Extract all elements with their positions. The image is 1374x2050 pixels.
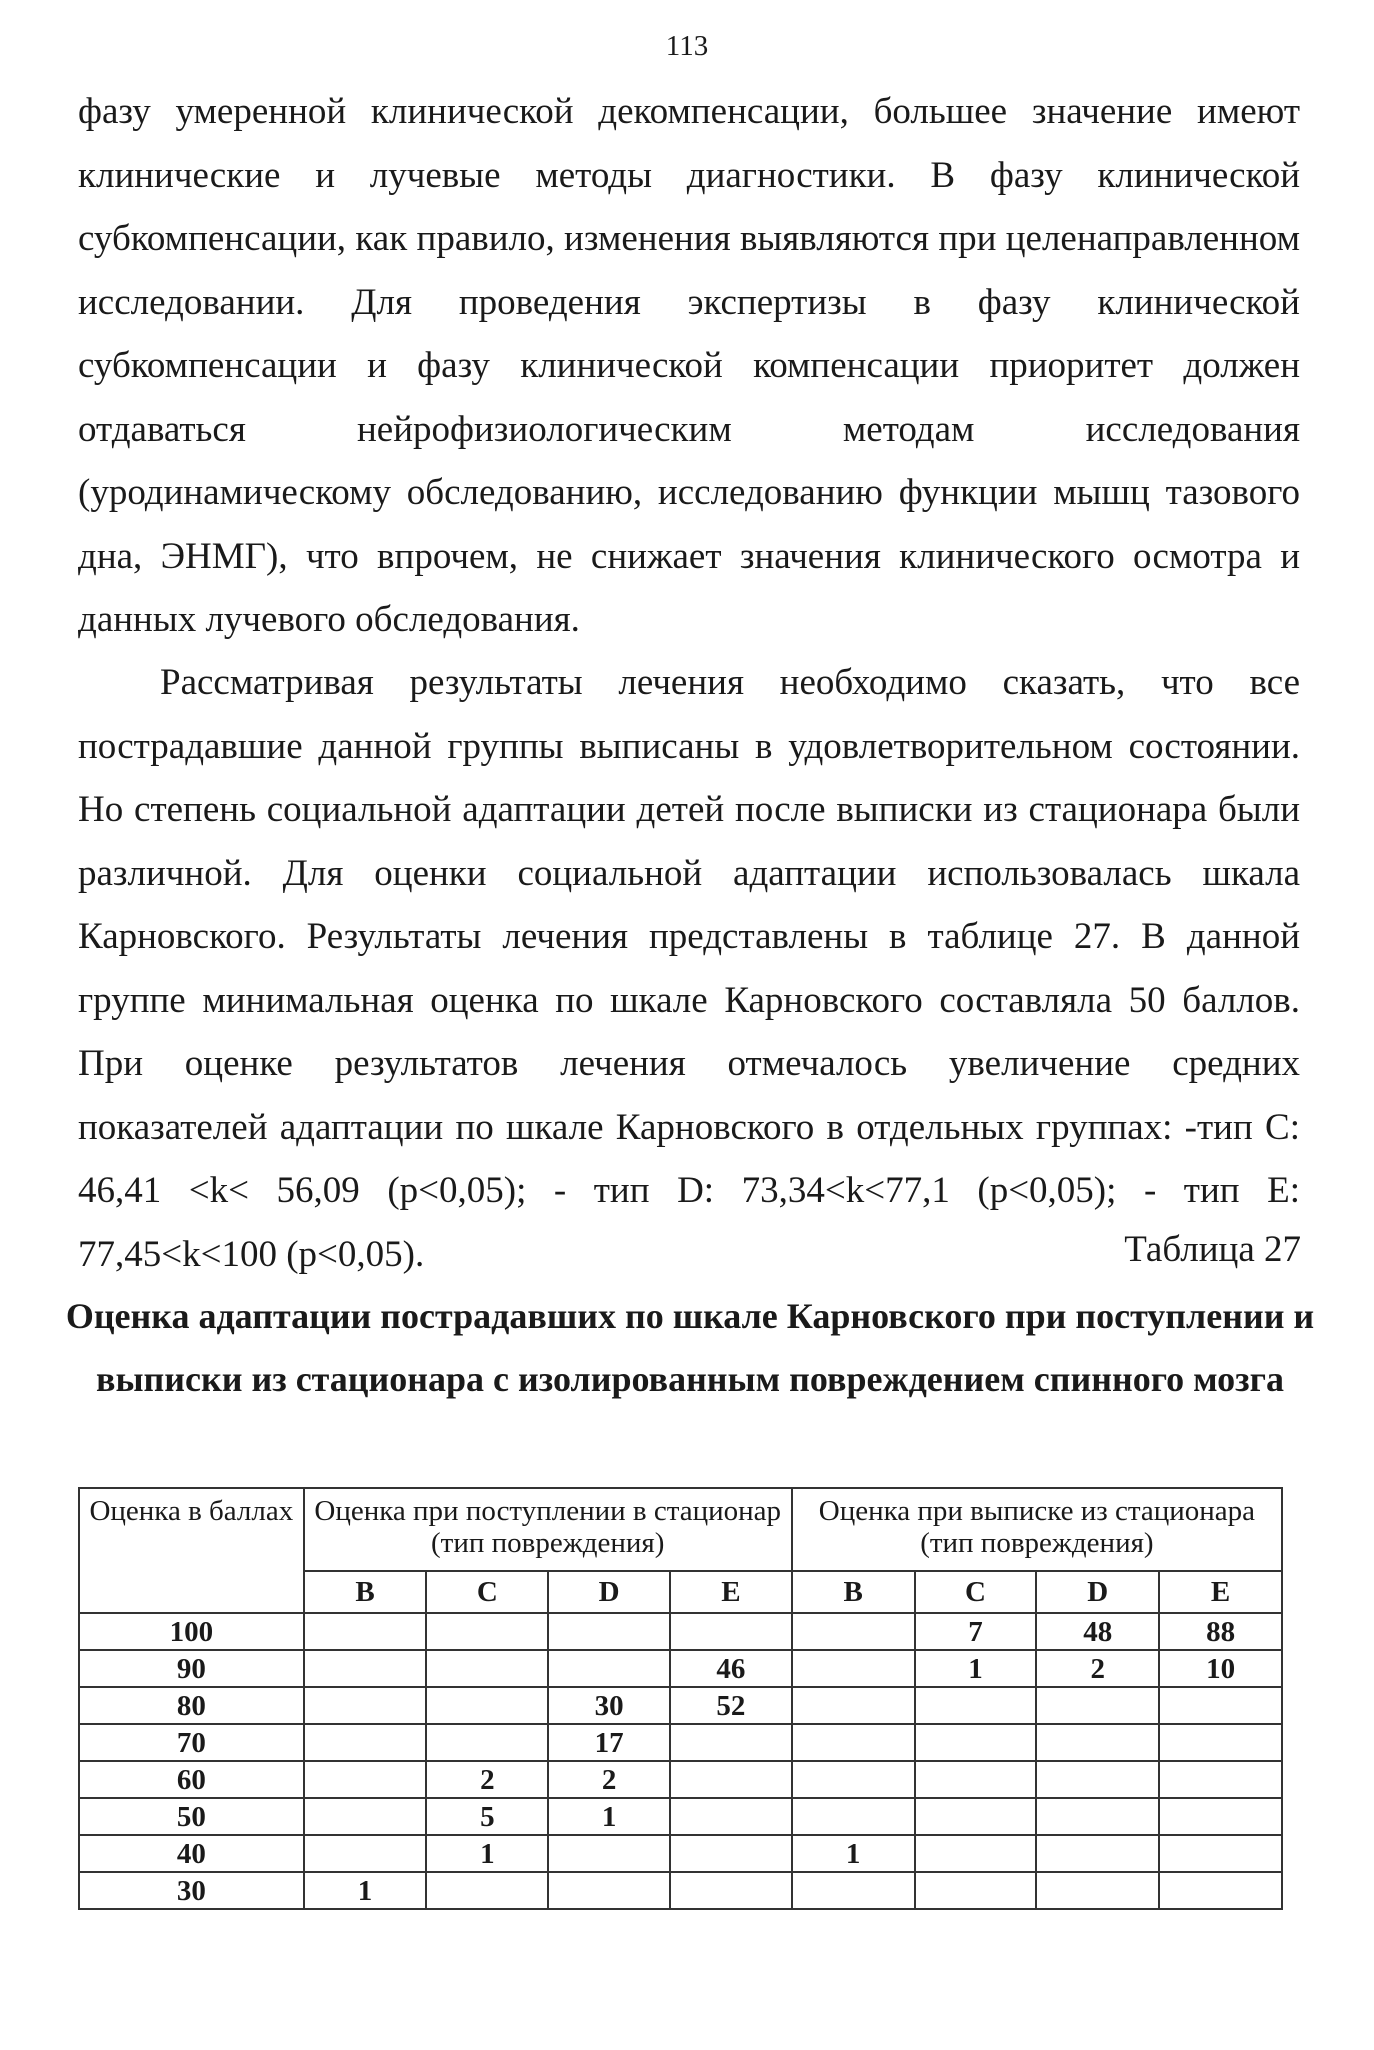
paragraph-2: Рассматривая результаты лечения необходимо сказать, что все пострадавшие данной группы выписаны в удовлетворительном состоянии. Но степень социальной адаптации детей после выписки из стационара были различной. Для оценки социальной адаптации использовалась шкала Карновского. Результаты лечения представлены в таблице 27. В данной группе минимальная оценка по шкале Карновского составляла 50 баллов. При оценке результатов лечения отмечалось увеличение средних показателей адаптации по шкале Карновского в отдельных группах: -тип С: 46,41 <k< 56,09 (p<0,05); - тип D: 73,34<k<77,1 (p<0,05); - тип Е: 77,45<k<100 (p<0,05). bbox=[78, 662, 1300, 1275]
table-cell bbox=[670, 1724, 792, 1761]
subheader-discharge-c: C bbox=[915, 1571, 1037, 1613]
table-cell bbox=[426, 1872, 548, 1909]
table-row bbox=[79, 1761, 1282, 1798]
table-cell bbox=[792, 1613, 915, 1650]
table-cell: 2 bbox=[426, 1761, 548, 1798]
table-cell bbox=[304, 1687, 427, 1724]
table-row bbox=[79, 1872, 1282, 1909]
table-cell bbox=[1159, 1724, 1282, 1761]
score-cell: 30 bbox=[79, 1872, 304, 1909]
header-score: Оценка в баллах bbox=[79, 1488, 304, 1613]
table-cell bbox=[304, 1761, 427, 1798]
table-cell bbox=[1159, 1798, 1282, 1835]
subheader-discharge-d: D bbox=[1036, 1571, 1159, 1613]
table-cell: 46 bbox=[670, 1650, 792, 1687]
table-cell bbox=[670, 1872, 792, 1909]
table-cell bbox=[548, 1835, 670, 1872]
score-cell: 50 bbox=[79, 1798, 304, 1835]
table-cell bbox=[792, 1798, 915, 1835]
table-cell bbox=[670, 1835, 792, 1872]
table-cell: 2 bbox=[548, 1761, 670, 1798]
score-cell: 40 bbox=[79, 1835, 304, 1872]
table-cell bbox=[1036, 1687, 1159, 1724]
table-cell bbox=[792, 1687, 915, 1724]
header-discharge: Оценка при выписке из стационара (тип повреждения) bbox=[792, 1488, 1282, 1571]
table-cell: 1 bbox=[792, 1835, 915, 1872]
table-label: Таблица 27 bbox=[1124, 1229, 1301, 1270]
table-cell bbox=[1159, 1761, 1282, 1798]
table-cell: 10 bbox=[1159, 1650, 1282, 1687]
table-cell bbox=[1036, 1761, 1159, 1798]
table-cell bbox=[915, 1872, 1037, 1909]
table-cell: 1 bbox=[304, 1872, 427, 1909]
subheader-discharge-e: E bbox=[1159, 1571, 1282, 1613]
table-cell bbox=[1159, 1835, 1282, 1872]
table-cell bbox=[304, 1724, 427, 1761]
table-cell bbox=[792, 1724, 915, 1761]
table-cell bbox=[792, 1761, 915, 1798]
score-cell: 90 bbox=[79, 1650, 304, 1687]
subheader-admission-c: C bbox=[426, 1571, 548, 1613]
table-cell: 1 bbox=[426, 1835, 548, 1872]
score-cell: 70 bbox=[79, 1724, 304, 1761]
table-cell bbox=[426, 1687, 548, 1724]
table-cell bbox=[304, 1835, 427, 1872]
table-row bbox=[79, 1687, 1282, 1724]
table-cell bbox=[304, 1613, 427, 1650]
subheader-discharge-b: B bbox=[792, 1571, 915, 1613]
table-cell bbox=[1159, 1687, 1282, 1724]
table-cell: 30 bbox=[548, 1687, 670, 1724]
subheader-admission-e: E bbox=[670, 1571, 792, 1613]
score-cell: 100 bbox=[79, 1613, 304, 1650]
table-cell bbox=[304, 1798, 427, 1835]
table-cell bbox=[1159, 1872, 1282, 1909]
table-cell bbox=[915, 1798, 1037, 1835]
table-cell bbox=[1036, 1835, 1159, 1872]
table-cell bbox=[1036, 1798, 1159, 1835]
table-cell bbox=[670, 1798, 792, 1835]
table-cell bbox=[548, 1872, 670, 1909]
table-row bbox=[79, 1650, 1282, 1687]
table-row bbox=[79, 1835, 1282, 1872]
table-row bbox=[79, 1613, 1282, 1650]
table-cell bbox=[792, 1650, 915, 1687]
table-cell bbox=[304, 1650, 427, 1687]
table-cell: 1 bbox=[548, 1798, 670, 1835]
table-cell: 5 bbox=[426, 1798, 548, 1835]
subheader-admission-d: D bbox=[548, 1571, 670, 1613]
table-cell bbox=[426, 1724, 548, 1761]
table-cell bbox=[792, 1872, 915, 1909]
table-cell bbox=[915, 1761, 1037, 1798]
table-cell: 1 bbox=[915, 1650, 1037, 1687]
table-cell bbox=[915, 1835, 1037, 1872]
subheader-admission-b: B bbox=[304, 1571, 427, 1613]
table-cell bbox=[548, 1613, 670, 1650]
header-admission: Оценка при поступлении в стационар (тип повреждения) bbox=[304, 1488, 792, 1571]
page-number: 113 bbox=[665, 30, 709, 62]
score-cell: 80 bbox=[79, 1687, 304, 1724]
table-body bbox=[79, 1613, 1282, 1909]
table-cell bbox=[426, 1650, 548, 1687]
table-cell bbox=[426, 1613, 548, 1650]
table-row bbox=[79, 1798, 1282, 1835]
table-cell: 48 bbox=[1036, 1613, 1159, 1650]
score-cell: 60 bbox=[79, 1761, 304, 1798]
table-title: Оценка адаптации пострадавших по шкале Карновского при поступлении и выписки из стационара с изолированным повреждением спинного мозга bbox=[65, 1296, 1315, 1399]
table-row bbox=[79, 1724, 1282, 1761]
karnofsky-table bbox=[78, 1487, 1283, 1910]
table-cell: 88 bbox=[1159, 1613, 1282, 1650]
table-cell bbox=[915, 1687, 1037, 1724]
table-cell bbox=[1036, 1872, 1159, 1909]
table-cell bbox=[1036, 1724, 1159, 1761]
table-cell bbox=[670, 1761, 792, 1798]
paragraph-1: фазу умеренной клинической декомпенсации, большее значение имеют клинические и лучевые методы диагностики. В фазу клинической субкомпенсации, как правило, изменения выявляются при целенаправленном исследовании. Для проведения экспертизы в фазу клинической субкомпенсации и фазу клинической компенсации приоритет должен отдаваться нейрофизиологическим методам исследования (уродинамическому обследованию, исследованию функции мышц тазового дна, ЭНМГ), что впрочем, не снижает значения клинического осмотра и данных лучевого обследования. bbox=[78, 91, 1300, 640]
table-cell: 17 bbox=[548, 1724, 670, 1761]
table-cell: 7 bbox=[915, 1613, 1037, 1650]
table-cell bbox=[548, 1650, 670, 1687]
table-cell: 52 bbox=[670, 1687, 792, 1724]
table-cell bbox=[670, 1613, 792, 1650]
table-cell: 2 bbox=[1036, 1650, 1159, 1687]
table-cell bbox=[915, 1724, 1037, 1761]
